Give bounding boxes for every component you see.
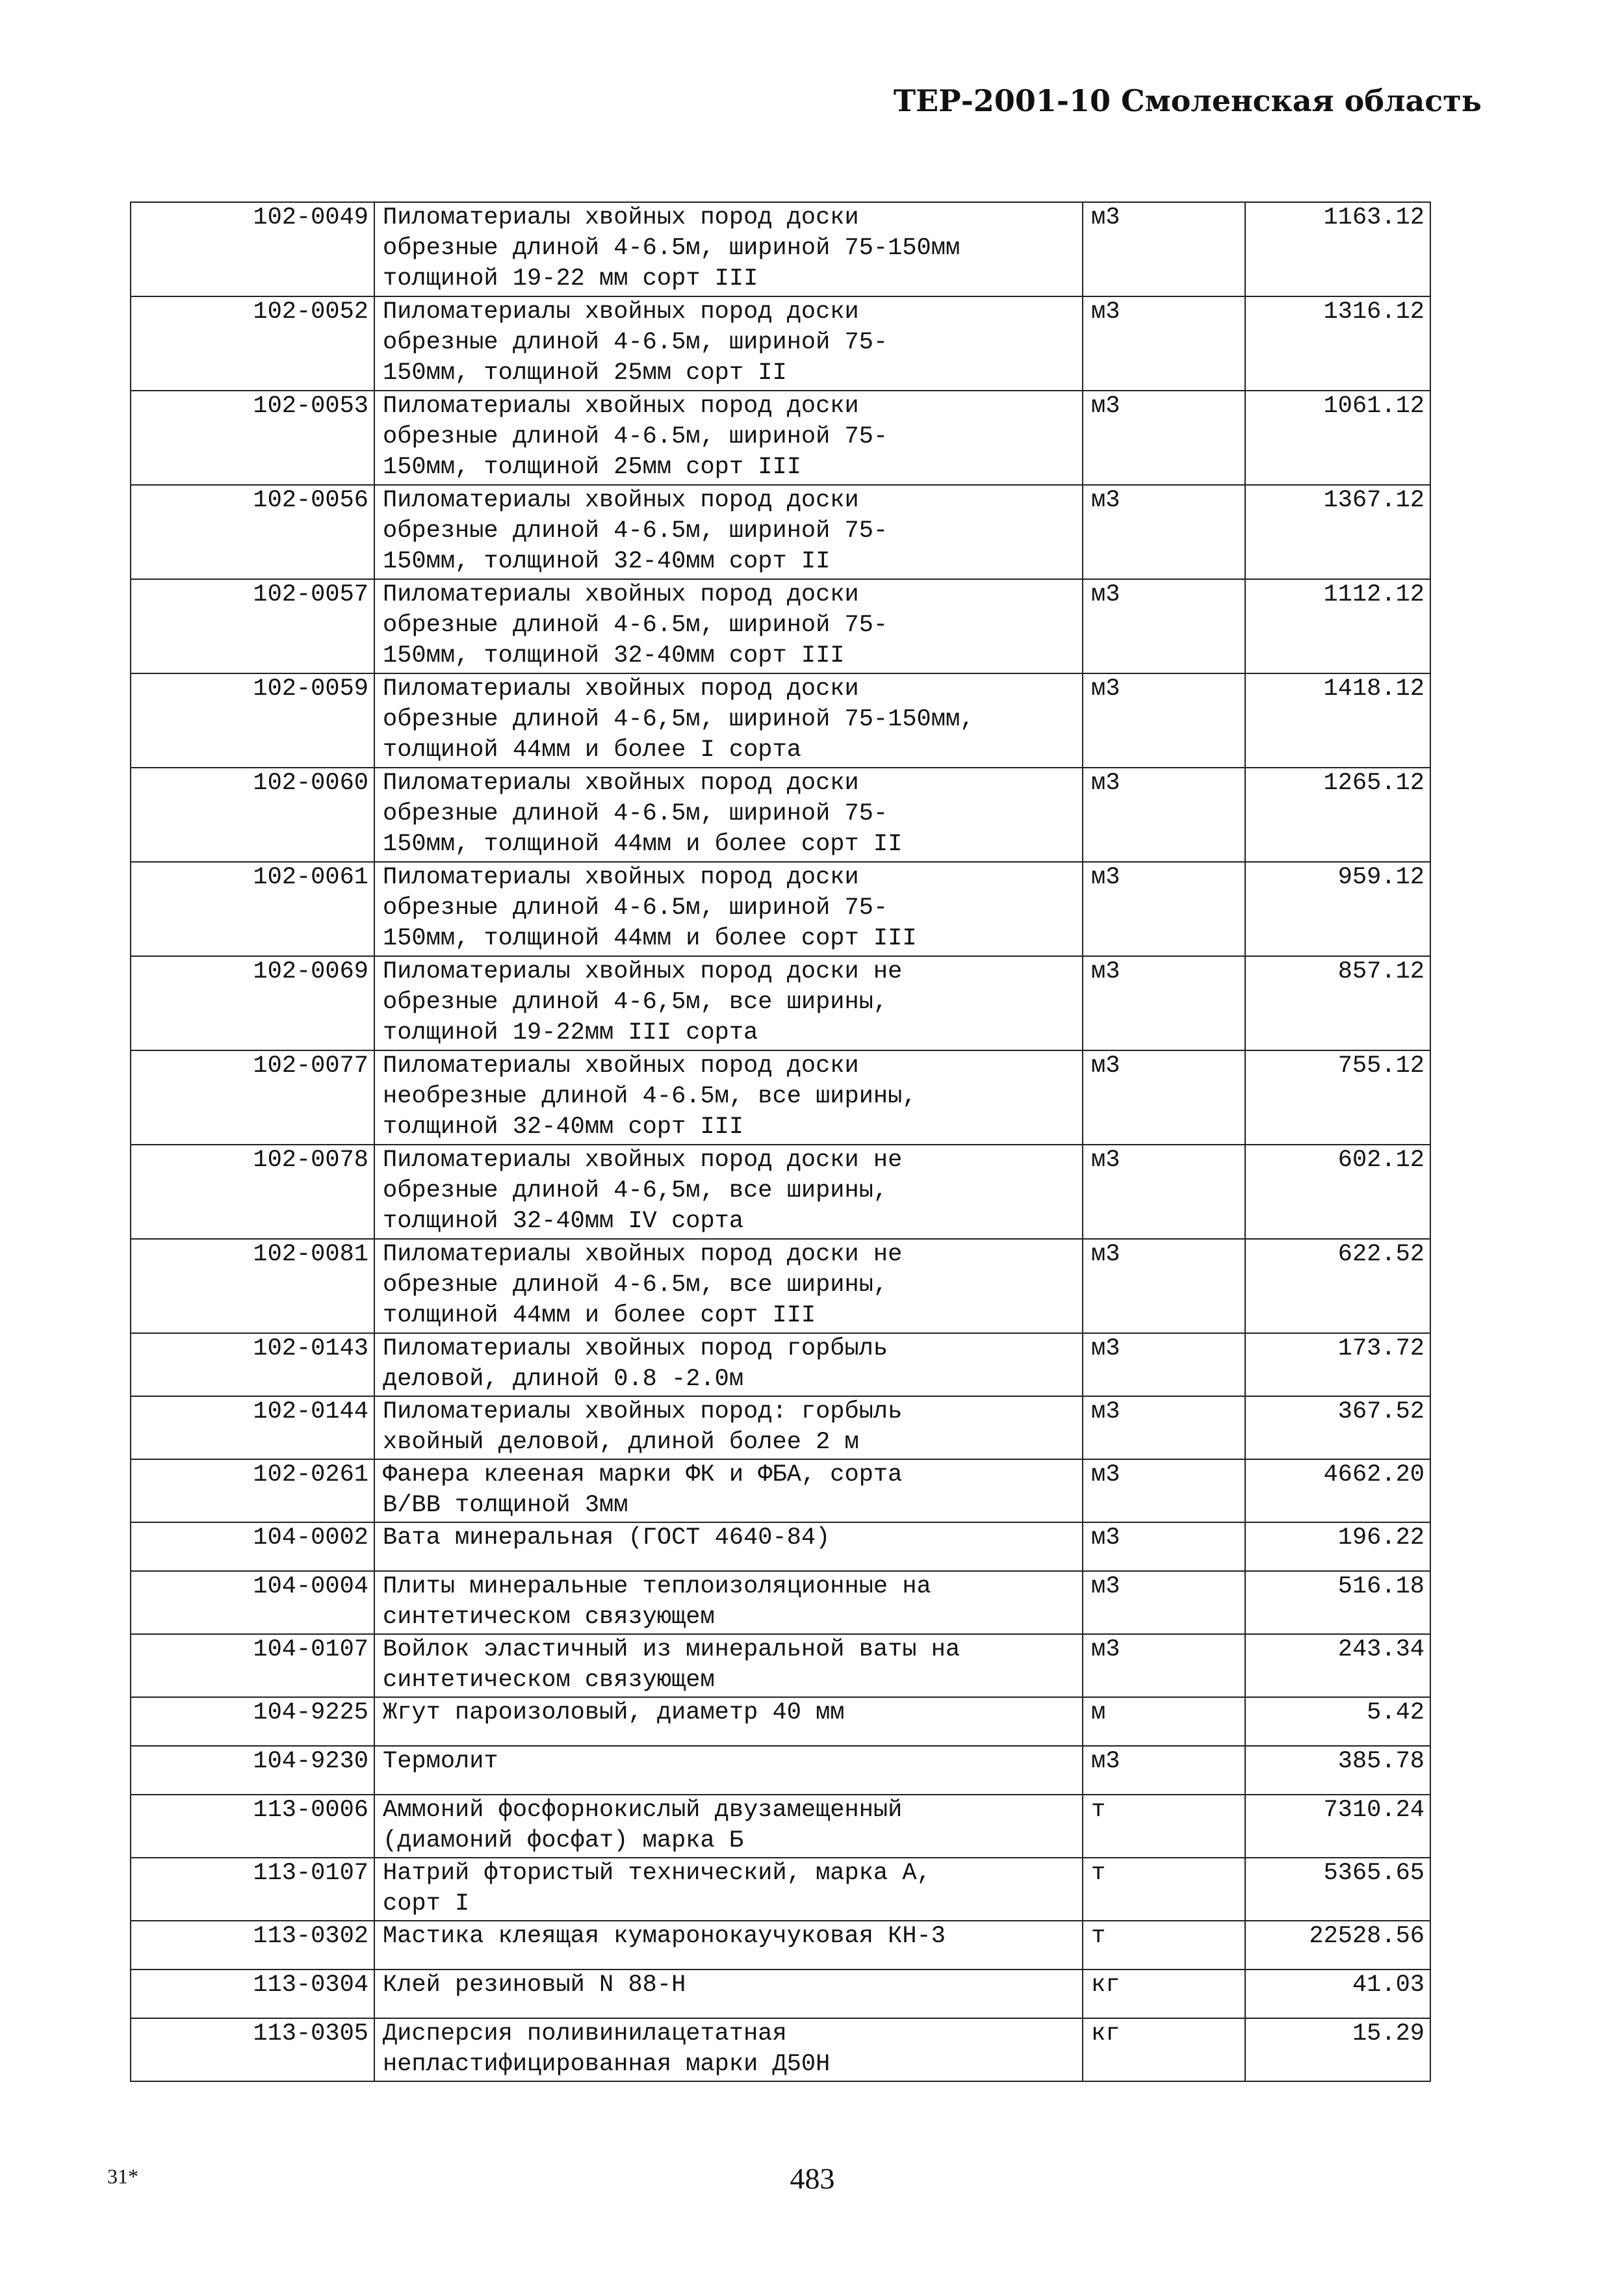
table-row [131,862,1430,956]
table-row [131,1333,1430,1396]
footer-mark: 31* [107,2164,138,2188]
name-cell: Жгут пароизоловый, диаметр 40 мм [374,1697,1083,1746]
code-cell: 102-0057 [131,579,374,673]
price-cell: 1061.12 [1245,391,1430,485]
code-cell: 113-0302 [131,1921,374,1970]
unit-cell: м3 [1083,1396,1245,1459]
price-cell: 516.18 [1245,1571,1430,1634]
code-cell: 102-0143 [131,1333,374,1396]
name-cell: Пиломатериалы хвойных пород доски обрезные длиной 4-6.5м, шириной 75-150мм толщиной 19-22 мм сорт III [374,202,1083,296]
price-cell: 622.52 [1245,1239,1430,1333]
unit-cell: м3 [1083,1571,1245,1634]
price-cell: 22528.56 [1245,1921,1430,1970]
table-row [131,579,1430,673]
code-cell: 102-0077 [131,1050,374,1145]
unit-cell: м3 [1083,768,1245,862]
name-cell: Пиломатериалы хвойных пород доски обрезные длиной 4-6,5м, шириной 75-150мм, толщиной 44мм и более I сорта [374,673,1083,768]
price-cell: 4662.20 [1245,1459,1430,1522]
unit-cell: м3 [1083,1239,1245,1333]
unit-cell: т [1083,1858,1245,1921]
code-cell: 113-0006 [131,1795,374,1858]
code-cell: 104-0002 [131,1522,374,1571]
name-cell: Вата минеральная (ГОСТ 4640-84) [374,1522,1083,1571]
unit-cell: м3 [1083,296,1245,391]
price-cell: 196.22 [1245,1522,1430,1571]
table-row [131,202,1430,296]
unit-cell: м3 [1083,1522,1245,1571]
name-cell: Пиломатериалы хвойных пород доски обрезные длиной 4-6.5м, шириной 75- 150мм, толщиной 32-40мм сорт II [374,485,1083,579]
name-cell: Термолит [374,1746,1083,1795]
unit-cell: м3 [1083,673,1245,768]
unit-cell: м3 [1083,1333,1245,1396]
name-cell: Войлок эластичный из минеральной ваты на синтетическом связующем [374,1634,1083,1697]
unit-cell: м3 [1083,956,1245,1050]
price-cell: 5365.65 [1245,1858,1430,1921]
unit-cell: кг [1083,1970,1245,2018]
code-cell: 104-0107 [131,1634,374,1697]
name-cell: Дисперсия поливинилацетатная непластифицированная марки Д50Н [374,2018,1083,2081]
table-row [131,1858,1430,1921]
name-cell: Пиломатериалы хвойных пород доски не обрезные длиной 4-6.5м, все ширины, толщиной 44мм и более сорт III [374,1239,1083,1333]
table-row [131,1746,1430,1795]
table-row [131,1239,1430,1333]
table-row [131,1697,1430,1746]
name-cell: Пиломатериалы хвойных пород доски обрезные длиной 4-6.5м, шириной 75- 150мм, толщиной 32-40мм сорт III [374,579,1083,673]
code-cell: 113-0107 [131,1858,374,1921]
table-row [131,1050,1430,1145]
price-cell: 959.12 [1245,862,1430,956]
price-cell: 173.72 [1245,1333,1430,1396]
unit-cell: м3 [1083,485,1245,579]
table-row [131,1970,1430,2018]
unit-cell: т [1083,1921,1245,1970]
name-cell: Пиломатериалы хвойных пород доски не обрезные длиной 4-6,5м, все ширины, толщиной 19-22мм III сорта [374,956,1083,1050]
code-cell: 104-9230 [131,1746,374,1795]
unit-cell: м3 [1083,1634,1245,1697]
table-row [131,1459,1430,1522]
code-cell: 102-0049 [131,202,374,296]
name-cell: Пиломатериалы хвойных пород доски обрезные длиной 4-6.5м, шириной 75- 150мм, толщиной 44мм и более сорт II [374,768,1083,862]
table-row [131,768,1430,862]
price-table-body [131,202,1430,2081]
code-cell: 102-0053 [131,391,374,485]
table-row [131,391,1430,485]
name-cell: Пиломатериалы хвойных пород доски обрезные длиной 4-6.5м, шириной 75- 150мм, толщиной 25мм сорт II [374,296,1083,391]
unit-cell: м3 [1083,391,1245,485]
table-row [131,1145,1430,1239]
price-cell: 1367.12 [1245,485,1430,579]
table-row [131,1795,1430,1858]
price-cell: 1316.12 [1245,296,1430,391]
table-row [131,1634,1430,1697]
table-row [131,1921,1430,1970]
price-cell: 755.12 [1245,1050,1430,1145]
table-row [131,956,1430,1050]
table-row [131,485,1430,579]
table-row [131,2018,1430,2081]
unit-cell: м3 [1083,579,1245,673]
name-cell: Плиты минеральные теплоизоляционные на синтетическом связующем [374,1571,1083,1634]
name-cell: Пиломатериалы хвойных пород: горбыль хвойный деловой, длиной более 2 м [374,1396,1083,1459]
table-row [131,673,1430,768]
code-cell: 102-0144 [131,1396,374,1459]
price-cell: 857.12 [1245,956,1430,1050]
unit-cell: м3 [1083,202,1245,296]
price-cell: 5.42 [1245,1697,1430,1746]
code-cell: 102-0061 [131,862,374,956]
name-cell: Пиломатериалы хвойных пород доски обрезные длиной 4-6.5м, шириной 75- 150мм, толщиной 25мм сорт III [374,391,1083,485]
price-cell: 1265.12 [1245,768,1430,862]
name-cell: Мастика клеящая кумаронокаучуковая КН-3 [374,1921,1083,1970]
unit-cell: м3 [1083,1746,1245,1795]
name-cell: Натрий фтористый технический, марка А, сорт I [374,1858,1083,1921]
price-cell: 1163.12 [1245,202,1430,296]
unit-cell: м3 [1083,1050,1245,1145]
table-row [131,296,1430,391]
unit-cell: т [1083,1795,1245,1858]
code-cell: 104-0004 [131,1571,374,1634]
name-cell: Пиломатериалы хвойных пород доски обрезные длиной 4-6.5м, шириной 75- 150мм, толщиной 44мм и более сорт III [374,862,1083,956]
code-cell: 104-9225 [131,1697,374,1746]
price-cell: 1112.12 [1245,579,1430,673]
name-cell: Пиломатериалы хвойных пород доски не обрезные длиной 4-6,5м, все ширины, толщиной 32-40мм IV сорта [374,1145,1083,1239]
code-cell: 102-0056 [131,485,374,579]
code-cell: 113-0305 [131,2018,374,2081]
unit-cell: м3 [1083,862,1245,956]
unit-cell: м3 [1083,1459,1245,1522]
price-cell: 7310.24 [1245,1795,1430,1858]
unit-cell: кг [1083,2018,1245,2081]
name-cell: Пиломатериалы хвойных пород доски необрезные длиной 4-6.5м, все ширины, толщиной 32-40мм сорт III [374,1050,1083,1145]
code-cell: 102-0060 [131,768,374,862]
unit-cell: м [1083,1697,1245,1746]
page-number: 483 [790,2162,835,2195]
code-cell: 113-0304 [131,1970,374,2018]
price-cell: 41.03 [1245,1970,1430,2018]
code-cell: 102-0059 [131,673,374,768]
price-cell: 367.52 [1245,1396,1430,1459]
table-row [131,1522,1430,1571]
name-cell: Фанера клееная марки ФК и ФБА, сорта В/ВВ толщиной 3мм [374,1459,1083,1522]
price-cell: 602.12 [1245,1145,1430,1239]
code-cell: 102-0261 [131,1459,374,1522]
price-cell: 1418.12 [1245,673,1430,768]
name-cell: Пиломатериалы хвойных пород горбыль деловой, длиной 0.8 -2.0м [374,1333,1083,1396]
code-cell: 102-0069 [131,956,374,1050]
code-cell: 102-0081 [131,1239,374,1333]
table-row [131,1571,1430,1634]
document-header: ТЕР-2001-10 Смоленская область [893,83,1482,118]
table-row [131,1396,1430,1459]
price-cell: 385.78 [1245,1746,1430,1795]
price-cell: 243.34 [1245,1634,1430,1697]
code-cell: 102-0078 [131,1145,374,1239]
price-cell: 15.29 [1245,2018,1430,2081]
code-cell: 102-0052 [131,296,374,391]
name-cell: Клей резиновый N 88-Н [374,1970,1083,2018]
name-cell: Аммоний фосфорнокислый двузамещенный (диамоний фосфат) марка Б [374,1795,1083,1858]
price-table [130,202,1431,2082]
unit-cell: м3 [1083,1145,1245,1239]
